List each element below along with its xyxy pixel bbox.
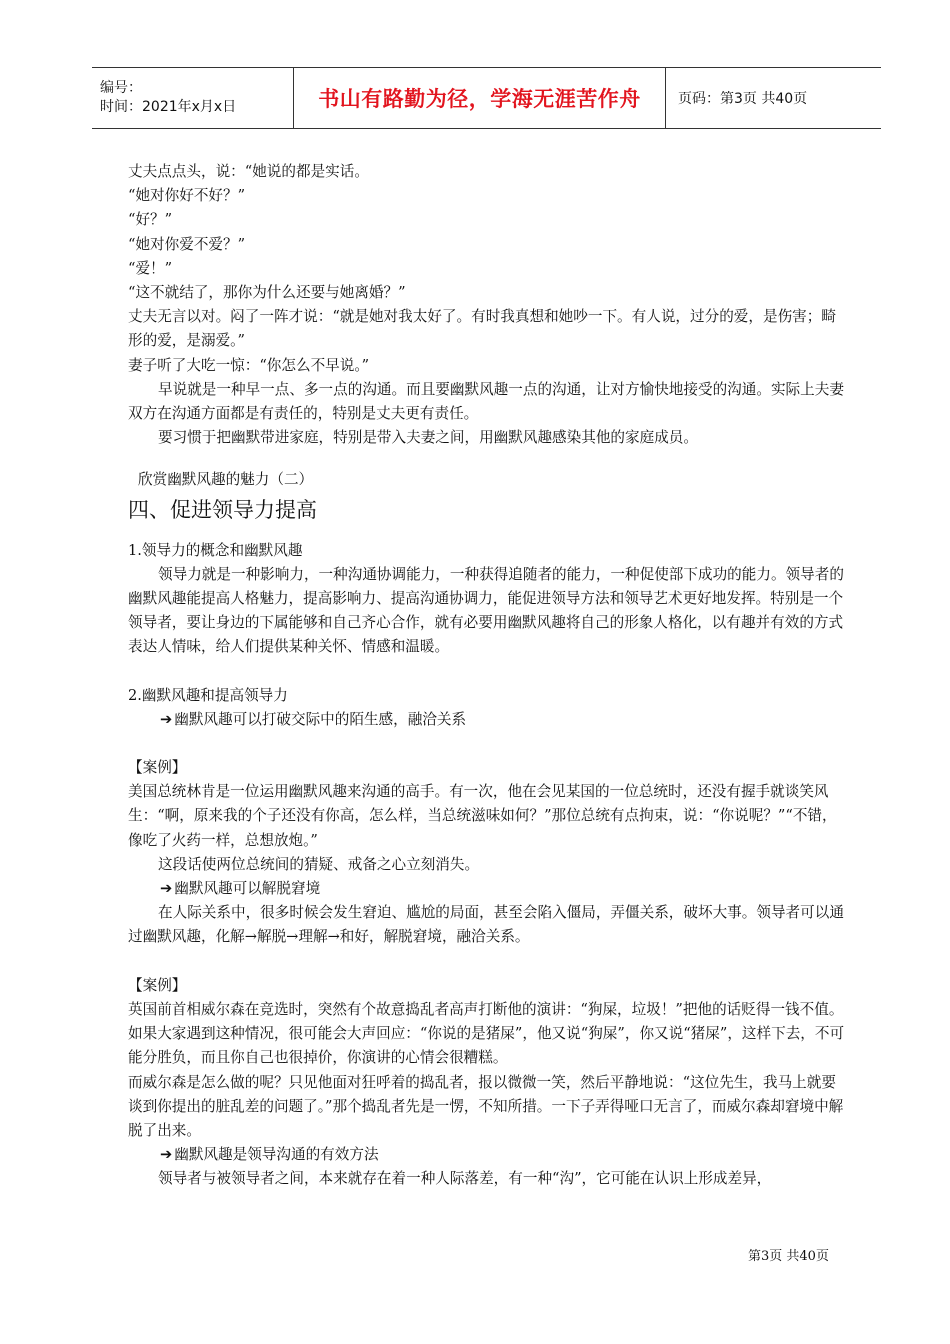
document-body (128, 160, 850, 1192)
subsection-title: 2.幽默风趣和提高领导力 (128, 686, 288, 704)
section-title: 四、促进领导力提高 (128, 497, 317, 522)
paragraph: 早说就是一种早一点、多一点的沟通。而且要幽默风趣一点的沟通，让对方愉快地接受的沟通。实际上夫妻双方在沟通方面都是有责任的，特别是丈夫更有责任。 (128, 380, 844, 423)
subsection-title: 1.领导力的概念和幽默风趣 (128, 541, 303, 559)
paragraph: 美国总统林肯是一位运用幽默风趣来沟通的高手。有一次，他在会见某国的一位总统时，还没有握手就谈笑风生：“啊，原来我的个子还没有你高，怎么样，当总统滋味如何？”那位总统有点拘束，说：“你说呢？”“不错，像吃了火药一样，总想放炮。” (128, 783, 837, 849)
arrow-right-icon: ➔ (160, 710, 173, 728)
arrow-point-text: 幽默风趣可以打破交际中的陌生感，融洽关系 (174, 710, 467, 728)
paragraph: “好？” (128, 211, 173, 229)
paragraph: 妻子听了大吃一惊：“你怎么不早说。” (128, 356, 370, 374)
arrow-point (128, 1143, 850, 1167)
arrow-right-icon: ➔ (160, 880, 173, 898)
paragraph: 要习惯于把幽默带进家庭，特别是带入夫妻之间，用幽默风趣感染其他的家庭成员。 (158, 429, 698, 447)
page-footer: 第3页 共40页 (748, 1249, 829, 1264)
paragraph: “爱！” (128, 259, 173, 277)
paragraph: 领导力就是一种影响力，一种沟通协调能力，一种获得追随者的能力，一种促使部下成功的能力。领导者的幽默风趣能提高人格魅力，提高影响力、提高沟通协调力，能促进领导方法和领导艺术更好地发挥。特别是一个领导者，要让身边的下属能够和自己齐心合作，就有必要用幽默风趣将自己的形象人格化，以有趣并有效的方式表达人情味，给人们提供某种关怀、情感和温暖。 (128, 565, 844, 656)
paragraph: 丈夫点点头，说：“她说的都是实话。 (128, 163, 369, 180)
arrow-point (128, 877, 850, 901)
paragraph: 在人际关系中，很多时候会发生窘迫、尴尬的局面，甚至会陷入僵局，弄僵关系，破坏大事。领导者可以通过幽默风趣，化解→解脱→理解→和好，解脱窘境，融洽关系。 (128, 904, 844, 946)
paragraph: “她对你好不好？” (128, 187, 246, 205)
arrow-point-text: 幽默风趣是领导沟通的有效方法 (174, 1146, 379, 1164)
arrow-point (128, 708, 850, 732)
header-motto-cell (294, 68, 666, 128)
paragraph: 领导者与被领导者之间，本来就存在着一种人际落差，有一种“沟”，它可能在认识上形成差异， (158, 1170, 772, 1188)
paragraph: “她对你爱不爱？” (128, 235, 246, 253)
paragraph: “这不就结了，那你为什么还要与她离婚？” (128, 284, 406, 302)
time-label: 时间：2021年x月x日 (100, 99, 237, 115)
header-page-cell (666, 68, 881, 128)
arrow-right-icon: ➔ (160, 1146, 173, 1164)
case-label: 【案例】 (128, 759, 187, 777)
number-label: 编号： (100, 80, 142, 96)
paragraph: 而威尔森是怎么做的呢？只见他面对狂呼着的捣乱者，报以微微一笑，然后平静地说：“这位先生，我马上就要谈到你提出的脏乱差的问题了。”那个捣乱者先是一愣，不知所措。一下子弄得哑口无言了，而威尔森却窘境中解脱了出来。 (128, 1073, 844, 1139)
paragraph: 这段话使两位总统间的猜疑、戒备之心立刻消失。 (158, 855, 480, 873)
page-label: 页码：第3页 共40页 (678, 91, 808, 107)
paragraph: 丈夫无言以对。闷了一阵才说：“就是她对我太好了。有时我真想和她吵一下。有人说，过分的爱，是伤害；畸形的爱，是溺爱。” (128, 308, 836, 350)
motto: 书山有路勤为径，学海无涯苦作舟 (318, 87, 641, 111)
arrow-point-text: 幽默风趣可以解脱窘境 (174, 880, 321, 898)
paragraph: 英国前首相威尔森在竞选时，突然有个故意捣乱者高声打断他的演讲：“狗屎，垃圾！”把他的话贬得一钱不值。如果大家遇到这种情况，很可能会大声回应：“你说的是猪屎”，他又说“狗屎”，你又说“猪屎”，这样下去，不可能分胜负，而且你自己也很掉价，你演讲的心情会很糟糕。 (128, 1000, 845, 1067)
page-header (92, 67, 881, 129)
header-meta (92, 68, 294, 128)
case-label: 【案例】 (128, 976, 187, 994)
small-title: 欣赏幽默风趣的魅力（二） (138, 471, 314, 489)
